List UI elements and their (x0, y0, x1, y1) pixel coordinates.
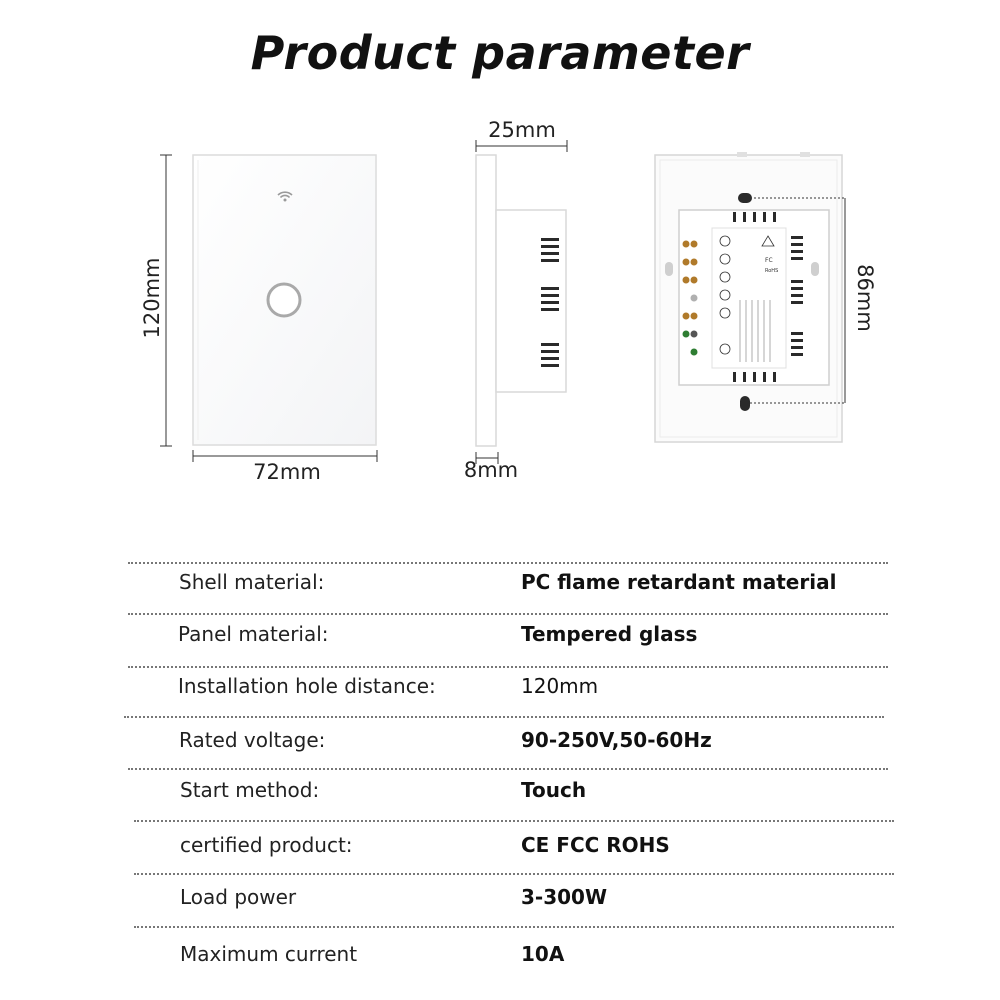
spec-value: 3-300W (521, 885, 608, 909)
spec-row-maximum-current (0, 942, 1000, 972)
spec-label: Installation hole distance: (178, 674, 436, 698)
separator (124, 716, 884, 718)
spec-row-certified-product (0, 833, 1000, 863)
separator (134, 873, 894, 875)
back-hole-distance-label: 86mm (853, 264, 877, 332)
spec-value: CE FCC ROHS (521, 833, 670, 857)
spec-row-start-method (0, 778, 1000, 808)
spec-value: 90-250V,50-60Hz (521, 728, 712, 752)
page-title: Product parameter (250, 26, 750, 80)
front-height-label: 120mm (140, 257, 164, 339)
mounting-hole-top (738, 193, 752, 203)
touch-button-icon (268, 284, 300, 316)
spec-label: Panel material: (178, 622, 329, 646)
separator (128, 562, 888, 564)
side-view (476, 140, 567, 464)
side-panel (476, 155, 496, 446)
spec-label: Start method: (180, 778, 320, 802)
spec-value: 120mm (521, 674, 599, 698)
spec-row-shell-material (0, 570, 1000, 600)
separator (128, 613, 888, 615)
spec-row-rated-voltage (0, 728, 1000, 758)
spec-row-load-power (0, 885, 1000, 915)
spec-label: certified product: (180, 833, 353, 857)
front-width-label: 72mm (253, 460, 321, 484)
separator (128, 666, 888, 668)
spec-label: Shell material: (179, 570, 325, 594)
fcc-mark-icon: FC (765, 257, 773, 264)
side-panel-label: 8mm (463, 458, 519, 482)
spec-value: Tempered glass (521, 622, 698, 646)
spec-row-installation-hole-distance (0, 674, 1000, 704)
spec-label-sticker (712, 228, 786, 368)
spec-row-panel-material (0, 622, 1000, 652)
front-view (160, 155, 377, 462)
spec-label: Load power (180, 885, 297, 909)
separator (134, 926, 894, 928)
spec-value: 10A (521, 942, 565, 966)
spec-value: Touch (521, 778, 587, 802)
mounting-hole-bottom (740, 396, 750, 411)
back-view (655, 152, 845, 442)
side-depth-label: 25mm (488, 118, 556, 142)
rohs-mark-icon: RoHS (765, 268, 779, 274)
separator (128, 768, 888, 770)
spec-value: PC flame retardant material (521, 570, 837, 594)
spec-label: Rated voltage: (179, 728, 326, 752)
separator (134, 820, 894, 822)
spec-label: Maximum current (180, 942, 358, 966)
